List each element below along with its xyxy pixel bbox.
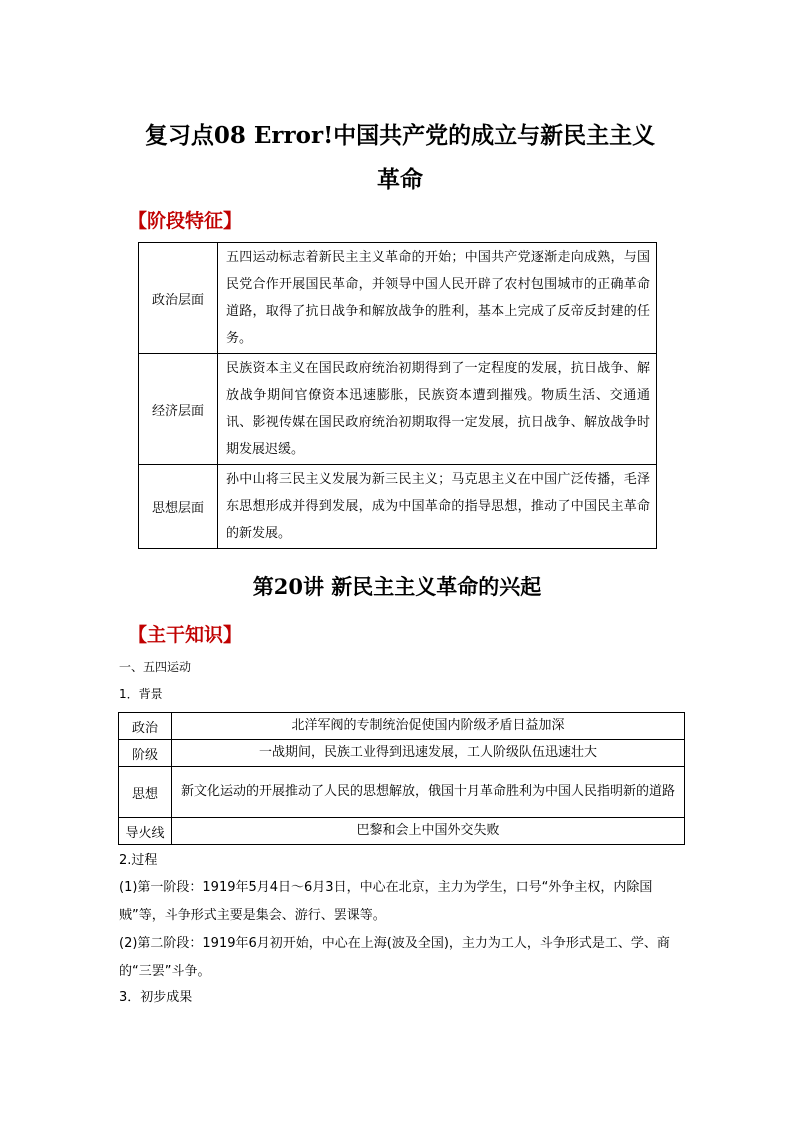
item-heading: 2.过程 [119, 853, 158, 868]
process-paragraph-1: (1)第一阶段：1919年5月4日～6月3日，中心在北京，主力为学生，口号“外争主权，内除国贼”等，斗争形式主要是集会、游行、罢课等。 [119, 880, 653, 923]
row-label: 政治 [119, 713, 172, 740]
row-text: 一战期间，民族工业得到迅速发展，工人阶级队伍迅速壮大 [172, 740, 685, 767]
section-heading: 一、五四运动 [119, 660, 192, 674]
page-title-line2: 革命 [377, 166, 423, 193]
row-label: 思想 [119, 767, 172, 818]
stage-features-heading: 【阶段特征】 [128, 210, 243, 232]
table-row [119, 740, 685, 767]
item-heading: 1．背景 [119, 687, 163, 701]
table-row [139, 465, 657, 549]
row-text: 民族资本主义在国民政府统治初期得到了一定程度的发展，抗日战争、解放战争期间官僚资本迅速膨胀，民族资本遭到摧残。物质生活、交通通讯、影视传媒在国民政府统治初期取得一定发展，抗日战争、解放战争时期发展迟缓。 [218, 354, 657, 465]
table-row [119, 767, 685, 818]
item-heading: 3．初步成果 [119, 990, 193, 1005]
table-row [119, 818, 685, 845]
row-text: 巴黎和会上中国外交失败 [172, 818, 685, 845]
table-row [119, 713, 685, 740]
row-label: 阶级 [119, 740, 172, 767]
row-text: 五四运动标志着新民主主义革命的开始；中国共产党逐渐走向成熟，与国民党合作开展国民革命，并领导中国人民开辟了农村包围城市的正确革命道路，取得了抗日战争和解放战争的胜利，基本上完成了反帝反封建的任务。 [218, 243, 657, 354]
stage-features-table [138, 242, 657, 549]
row-label: 导火线 [119, 818, 172, 845]
row-label: 政治层面 [139, 243, 218, 354]
page-title-line1: 复习点08 Error!中国共产党的成立与新民主主义 [144, 122, 656, 149]
main-knowledge-heading: 【主干知识】 [128, 624, 243, 646]
row-label: 思想层面 [139, 465, 218, 549]
lecture-title: 第20讲 新民主主义革命的兴起 [252, 574, 542, 599]
process-paragraph-2: (2)第二阶段：1919年6月初开始，中心在上海(波及全国)，主力为工人，斗争形式是工、学、商的“三罢”斗争。 [119, 936, 670, 979]
table-row [139, 354, 657, 465]
row-text: 新文化运动的开展推动了人民的思想解放，俄国十月革命胜利为中国人民指明新的道路 [172, 767, 685, 818]
table-row [139, 243, 657, 354]
row-text: 孙中山将三民主义发展为新三民主义；马克思主义在中国广泛传播，毛泽东思想形成并得到发展，成为中国革命的指导思想，推动了中国民主革命的新发展。 [218, 465, 657, 549]
row-text: 北洋军阀的专制统治促使国内阶级矛盾日益加深 [172, 713, 685, 740]
background-table [118, 712, 685, 845]
row-label: 经济层面 [139, 354, 218, 465]
